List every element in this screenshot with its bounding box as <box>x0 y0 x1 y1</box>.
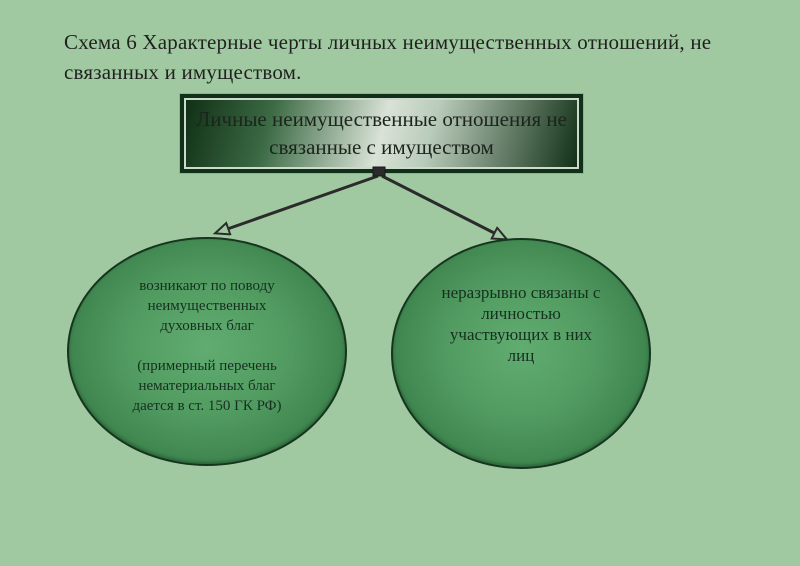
root-node-text-line: Личные неимущественные отношения не <box>196 107 567 131</box>
connector-right-arrow <box>382 176 506 239</box>
root-node-box <box>180 94 583 173</box>
right-ellipse-node: неразрывно связаны с личностью участвующих в них лиц <box>391 238 651 469</box>
connector-left-arrow <box>216 176 378 233</box>
root-node-text-line: связанные с имуществом <box>269 135 494 159</box>
slide-title: Схема 6 Характерные черты личных неимущественных отношений, не связанных и имуществом. <box>64 30 712 84</box>
left-ellipse-node: возникают по поводу неимущественных духовных благ (примерный перечень нематериальных благ дается в ст. 150 ГК РФ) <box>67 237 347 466</box>
